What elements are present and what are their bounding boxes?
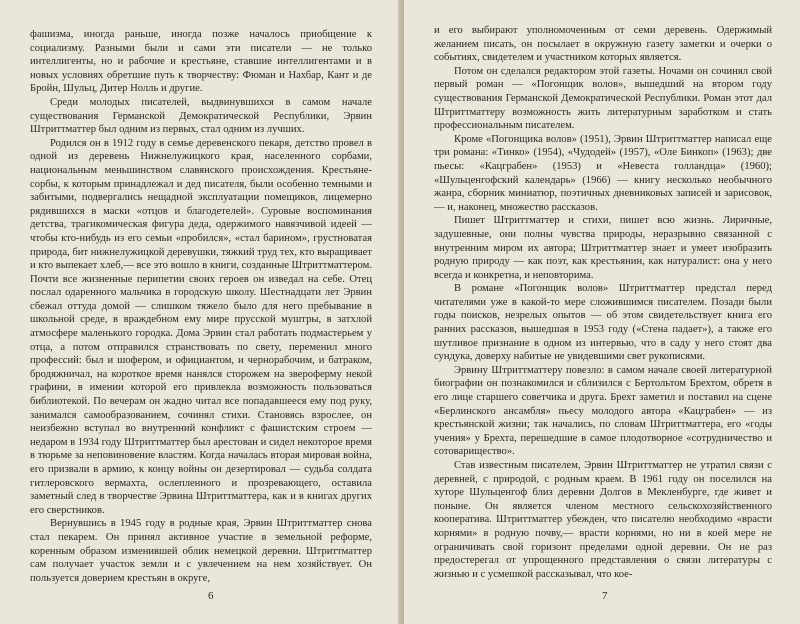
page-number: 7 — [602, 590, 608, 602]
paragraph: фашизма, иногда раньше, иногда позже началось приобщение к социализму. Разными были и сами эти писатели — не только интеллигенты, но и рабочие и крестьяне, ставшие интеллигентами и в новых условиях обретшие путь к творчеству: Фюман и Нахбар, Кант и де Бройн, Шульц, Дитер Нолль и другие. — [30, 29, 372, 95]
left-page-text — [30, 28, 372, 585]
paragraph: Эрвину Штриттматтеру повезло: в самом начале своей литературной биографии он познакомился и сблизился с Бертольтом Брехтом, обретя в его лице старшего советчика и друга. Брехт заметил и поставил на сцене «Берлинского ансамбля» пьесу молодого автора «Кацграбен» — из крестьянской жизни; так начались, по словам Штриттматтера, его «годы учения» у Брехта, перешедшие в самое плодотворное «сотрудничество и сотоварищество». — [434, 364, 772, 458]
right-page-text — [434, 24, 772, 581]
paragraph: и его выбирают уполномоченным от семи деревень. Одержимый желанием писать, он посылает в окружную газету заметки и очерки о событиях, свидетелем и участником которых является. — [434, 25, 772, 64]
paragraph: Кроме «Погонщика волов» (1951), Эрвин Штриттматтер написал еще три романа: «Тинко» (1954), «Чудодей» (1957), «Оле Бинкоп» (1963); две пьесы: «Кацграбен» (1953) и «Невеста голландца» (1960); «Шульценгофский календарь» (1966) — книгу несколько необычного жанра, сборник миниатюр, поэтичных дневниковых записей и зарисовок,— и, наконец, множество рассказов. — [434, 133, 772, 213]
paragraph: Вернувшись в 1945 году в родные края, Эрвин Штриттматтер снова стал пекарем. Он принял активное участие в земельной реформе, коренным образом изменившей облик немецкой деревни. Штриттматтер сам получает участок земли и с увлечением на нем хозяйствует. Он пользуется доверием крестьян в округе, — [30, 518, 372, 584]
paragraph: Среди молодых писателей, выдвинувшихся в самом начале существования Германской Демократической Республики, Эрвин Штриттматтер был одним из первых, стал одним из лучших. — [30, 96, 372, 136]
right-page — [404, 0, 800, 624]
paragraph: В романе «Погонщик волов» Штриттматтер предстал перед читателями уже в какой-то мере сложившимся писателем. Позади были годы поисков, незрелых опытов — об этом свидетельствует книга его ранних рассказов, вышедшая в 1953 году («Стена падает»), а также его шутливое признание в одном из интервью, что в саду у него стоят два сундука, доверху набитые не увидевшими свет рукописями. — [434, 283, 772, 363]
page-number: 6 — [208, 590, 214, 602]
paragraph: Потом он сделался редактором этой газеты. Ночами он сочинял свой первый роман — «Погонщик волов», вышедший на втором году существования Германской Демократической Республики. Роман этот дал Штриттматтеру возможность жить литературным заработком и стать профессиональным писателем. — [434, 65, 772, 132]
paragraph: Став известным писателем, Эрвин Штриттматтер не утратил связи с деревней, с природой, с родным краем. В 1961 году он поселился на хуторе Шульценгоф близ деревни Долгов в Мекленбурге, где живет и поныне. Он является членом местного сельскохозяйственного кооператива. Штриттматтер убежден, что писателю необходимо «врасти корнями» в родную почву,— врасти корнями, но ни в коей мере не ограничивать свой горизонт пределами одной деревни. Он не раз предостерегал от упрощенного представления о связи литературы с жизнью и с усмешкой рассказывал, что кое- — [434, 460, 772, 580]
paragraph: Родился он в 1912 году в семье деревенского пекаря, детство провел в одной из деревень Нижнелужицкого края, населенного сорбами, национальным меньшинством славянского происхождения. Крестьяне-сорбы, к которым принадлежал и дед писателя, были особенно темными и забитыми, подвергались нещадной эксплуатации помещиков, лицемерно рядившихся в маски «отцов и благодетелей». Суровые воспоминания детства, трагикомическая фигура деда, одержимого навязчивой идеей — чтобы кто-нибудь из его семьи «пробился», «стал барином», грустноватая природа, бит нижнелужицкой деревушки, тяжкий труд тех, кто выращивает и кто выпекает хлеб,— все это вошло в книги, созданные Штриттматтером. Почти все жизненные перипетии своих героев он изведал на себе. Отец послал одаренного мальчика в городскую школу. Шестнадцати лет Эрвин сбежал оттуда домой — слишком тяжело было для него пребывание в школьной среде, в враждебном ему мире прусской муштры, в затхлой атмосфере маленького городка. Дома Эрвин стал работать подмастерьем у отца, а потом отправился странствовать по свету, переменил много профессий: был и шофером, и официантом, и чернорабочим, и батраком, бродяжничал, на короткое время нанялся сторожем на звероферму некой графини, в имении которой его привлекла возможность пользоваться библиотекой. По вечерам он жадно читал все попадавшееся ему под руку, занимался самообразованием, сочинял стихи. Становясь взрослее, он неизбежно вступал во внутренний конфликт с фашистским строем — недаром в 1934 году Штриттматтер был арестован и сидел некоторое время в тюрьме за неповиновение властям. Когда началась вторая мировая война, его призвали в армию, к концу войны он дезертировал — судьба солдата гитлеровского вермахта, ослепленного и прозревающего, оставила заметный след в творчестве Эрвина Штриттматтера, как и в книгах других его сверстников. — [30, 137, 372, 516]
paragraph: Пишет Штриттматтер и стихи, пишет всю жизнь. Лиричные, задушевные, они полны чувства природы, неразрывно связанной с внутренним миром их автора; Штриттматтер знает и умеет изобразить родную природу — как поэт, как крестьянин, как натуралист: она у него всегда и конкретна, и неповторима. — [434, 215, 772, 281]
